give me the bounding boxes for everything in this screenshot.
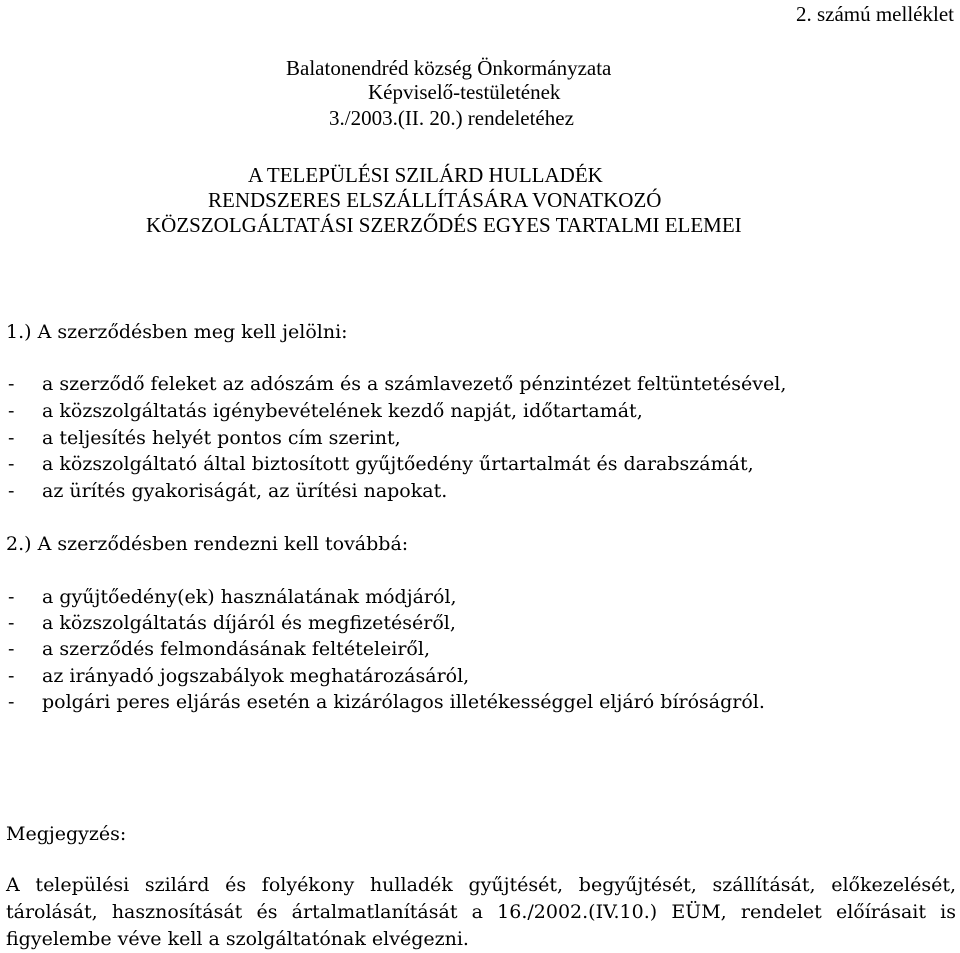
list-item (0, 665, 960, 692)
list-bullet: - (8, 612, 15, 634)
list-bullet: - (8, 665, 15, 687)
list-item-text: a közszolgáltatás igénybevételének kezdő napját, időtartamát, (42, 400, 643, 422)
list-item-text: a teljesítés helyét pontos cím szerint, (42, 427, 401, 449)
list-item (0, 480, 960, 507)
list-bullet: - (8, 638, 15, 660)
list-item (0, 453, 960, 480)
list-bullet: - (8, 586, 15, 608)
list-item-text: az irányadó jogszabályok meghatározásáról, (42, 665, 470, 687)
list-bullet: - (8, 427, 15, 449)
list-bullet: - (8, 400, 15, 422)
list-bullet: - (8, 453, 15, 475)
header-line-2: Képviselő-testületének (368, 80, 561, 104)
list-bullet: - (8, 373, 15, 395)
note-line-3: figyelembe véve kell a szolgáltatónak elvégezni. (6, 928, 469, 950)
list-item (0, 373, 960, 400)
list-item-text: a közszolgáltatás díjáról és megfizetéséről, (42, 612, 456, 634)
list-item-text: a gyűjtőedény(ek) használatának módjáról, (42, 586, 457, 608)
list-item (0, 400, 960, 427)
list-bullet: - (8, 691, 15, 713)
note-heading: Megjegyzés: (6, 823, 127, 845)
list-item-text: az ürítés gyakoriságát, az ürítési napokat. (42, 480, 448, 502)
title-line-2: RENDSZERES ELSZÁLLÍTÁSÁRA VONATKOZÓ (208, 188, 662, 212)
list-bullet: - (8, 480, 15, 502)
annex-label: 2. számú melléklet (795, 2, 954, 26)
list-item-text: a szerződés felmondásának feltételeiről, (42, 638, 430, 660)
section-1-heading: 1.) A szerződésben meg kell jelölni: (6, 321, 348, 343)
note-line-1: A települési szilárd és folyékony hulladék gyűjtését, begyűjtését, szállítását, előkezelését, (6, 874, 956, 896)
header-line-3: 3./2003.(II. 20.) rendeletéhez (329, 106, 574, 130)
list-item (0, 427, 960, 454)
note-line-2: tárolását, hasznosítását és ártalmatlanítását a 16./2002.(IV.10.) EÜM, rendelet előírásait is (6, 901, 956, 923)
list-item (0, 691, 960, 718)
list-item-text: a közszolgáltató által biztosított gyűjtőedény űrtartalmát és darabszámát, (42, 453, 754, 475)
note-paragraph (6, 872, 956, 953)
list-item-text: a szerződő feleket az adószám és a számlavezető pénzintézet feltüntetésével, (42, 373, 787, 395)
list-item (0, 612, 960, 639)
header-line-1: Balatonendréd község Önkormányzata (286, 56, 612, 80)
list-item (0, 586, 960, 613)
section-2-heading: 2.) A szerződésben rendezni kell továbbá: (6, 533, 409, 555)
title-line-3: KÖZSZOLGÁLTATÁSI SZERZŐDÉS EGYES TARTALMI ELEMEI (146, 213, 742, 237)
list-item-text: polgári peres eljárás esetén a kizárólagos illetékességgel eljáró bíróságról. (42, 691, 765, 713)
title-line-1: A TELEPÜLÉSI SZILÁRD HULLADÉK (248, 163, 603, 187)
list-item (0, 638, 960, 665)
